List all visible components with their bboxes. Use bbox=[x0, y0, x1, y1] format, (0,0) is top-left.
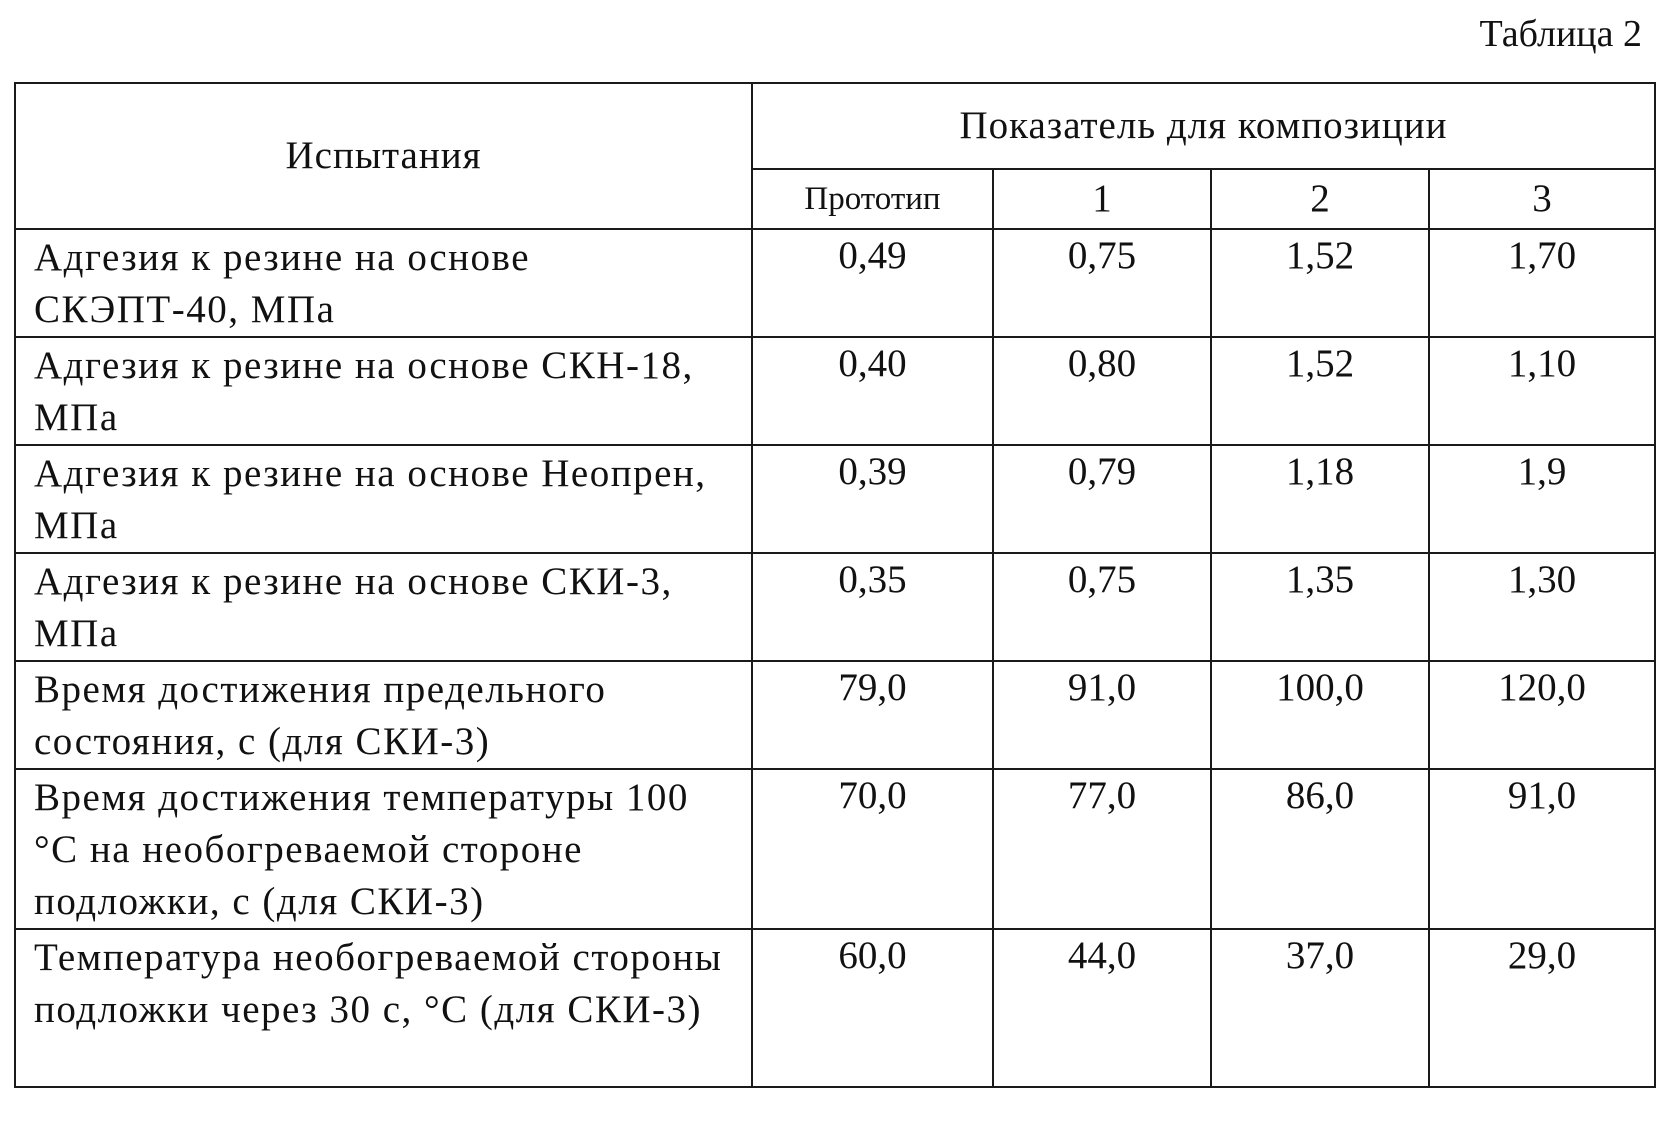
value-cell-3: 1,9 bbox=[1429, 445, 1655, 553]
value-cell-3: 91,0 bbox=[1429, 769, 1655, 929]
results-table bbox=[14, 82, 1656, 1088]
table-row bbox=[15, 769, 1655, 929]
test-name-cell: Время достижения температуры 100 °С на необогреваемой стороне подложки, с (для СКИ-3) bbox=[15, 769, 752, 929]
test-name-cell: Адгезия к резине на основе Неопрен, МПа bbox=[15, 445, 752, 553]
value-cell-1: 0,80 bbox=[993, 337, 1211, 445]
value-cell-prototype: 70,0 bbox=[752, 769, 993, 929]
header-column-prototype: Прототип bbox=[752, 169, 993, 229]
value-cell-prototype: 79,0 bbox=[752, 661, 993, 769]
value-cell-2: 1,35 bbox=[1211, 553, 1429, 661]
value-cell-prototype: 0,39 bbox=[752, 445, 993, 553]
value-cell-1: 91,0 bbox=[993, 661, 1211, 769]
value-cell-1: 0,75 bbox=[993, 553, 1211, 661]
value-cell-2: 100,0 bbox=[1211, 661, 1429, 769]
header-column-3: 3 bbox=[1429, 169, 1655, 229]
value-cell-2: 1,18 bbox=[1211, 445, 1429, 553]
table-row bbox=[15, 445, 1655, 553]
test-name-cell: Время достижения предельного состояния, с (для СКИ-3) bbox=[15, 661, 752, 769]
table-row bbox=[15, 229, 1655, 337]
value-cell-prototype: 60,0 bbox=[752, 929, 993, 1087]
value-cell-1: 0,75 bbox=[993, 229, 1211, 337]
table-row bbox=[15, 337, 1655, 445]
table-row bbox=[15, 661, 1655, 769]
header-column-1: 1 bbox=[993, 169, 1211, 229]
test-name-cell: Адгезия к резине на основе СКИ-3, МПа bbox=[15, 553, 752, 661]
value-cell-2: 86,0 bbox=[1211, 769, 1429, 929]
header-row-group bbox=[15, 83, 1655, 169]
value-cell-3: 1,30 bbox=[1429, 553, 1655, 661]
value-cell-1: 44,0 bbox=[993, 929, 1211, 1087]
value-cell-1: 77,0 bbox=[993, 769, 1211, 929]
value-cell-2: 1,52 bbox=[1211, 337, 1429, 445]
value-cell-2: 37,0 bbox=[1211, 929, 1429, 1087]
table-caption: Таблица 2 bbox=[1479, 13, 1642, 55]
value-cell-1: 0,79 bbox=[993, 445, 1211, 553]
header-composition-group: Показатель для композиции bbox=[752, 83, 1655, 169]
value-cell-3: 29,0 bbox=[1429, 929, 1655, 1087]
value-cell-3: 1,10 bbox=[1429, 337, 1655, 445]
table-row bbox=[15, 929, 1655, 1087]
value-cell-3: 120,0 bbox=[1429, 661, 1655, 769]
header-tests: Испытания bbox=[15, 83, 752, 229]
value-cell-2: 1,52 bbox=[1211, 229, 1429, 337]
test-name-cell: Адгезия к резине на основе СКН-18, МПа bbox=[15, 337, 752, 445]
value-cell-3: 1,70 bbox=[1429, 229, 1655, 337]
test-name-cell: Температура необогреваемой стороны подложки через 30 с, °С (для СКИ-3) bbox=[15, 929, 752, 1087]
value-cell-prototype: 0,35 bbox=[752, 553, 993, 661]
header-column-2: 2 bbox=[1211, 169, 1429, 229]
table-row bbox=[15, 553, 1655, 661]
value-cell-prototype: 0,40 bbox=[752, 337, 993, 445]
value-cell-prototype: 0,49 bbox=[752, 229, 993, 337]
test-name-cell: Адгезия к резине на основе СКЭПТ-40, МПа bbox=[15, 229, 752, 337]
